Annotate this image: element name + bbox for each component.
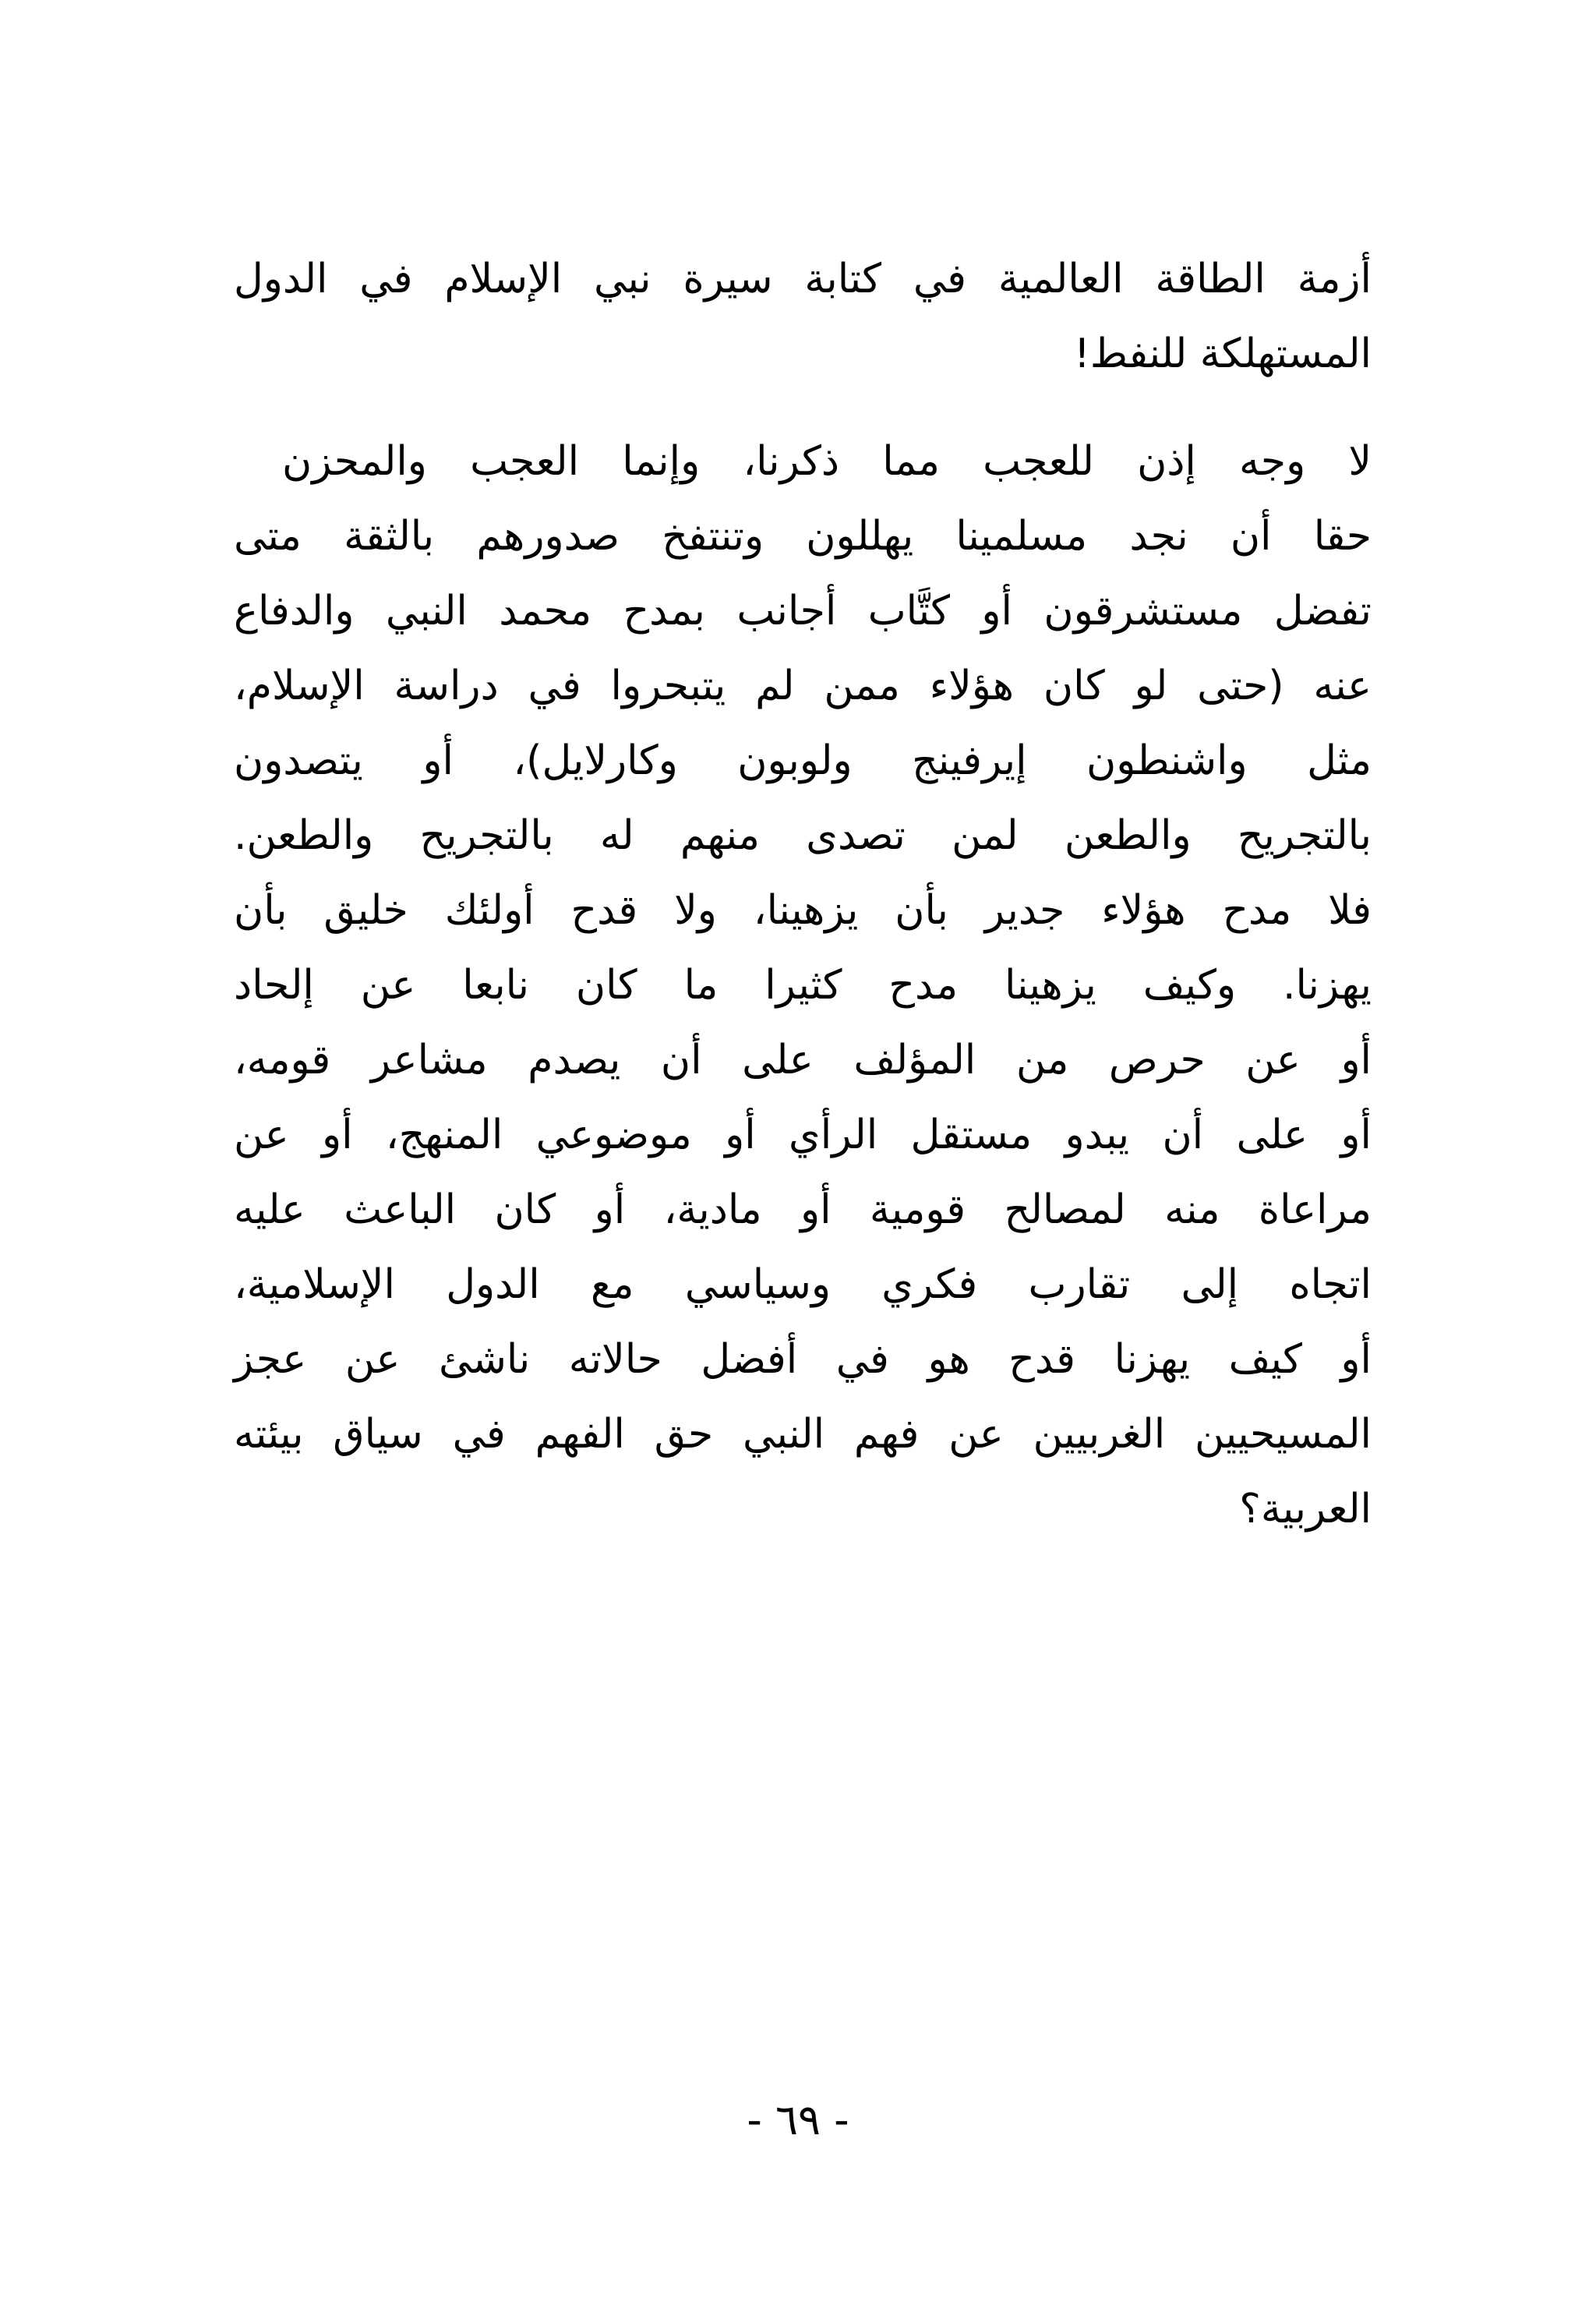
text-line: المستهلكة للنفط! (1073, 331, 1372, 377)
text-line: بالتجريح والطعن لمن تصدى منهم له بالتجريح والطعن. (234, 812, 1372, 859)
text-line: أو على أن يبدو مستقل الرأي أو موضوعي المنهج، أو عن (234, 1112, 1372, 1158)
text-line: فلا مدح هؤلاء جدير بأن يزهينا، ولا قدح أولئك خليق بأن (234, 887, 1372, 934)
text-line: تفضل مستشرقون أو كتَّاب أجانب بمدح محمد النبي والدفاع (234, 588, 1372, 635)
text-line: أو عن حرص من المؤلف على أن يصدم مشاعر قومه، (234, 1037, 1372, 1084)
text-line: العربية؟ (1239, 1486, 1372, 1533)
page-number: - ٦٩ - (747, 2095, 849, 2144)
text-line: مثل واشنطون إيرفينج ولوبون وكارلايل)، أو يتصدون (234, 737, 1372, 784)
text-line: عنه (حتى لو كان هؤلاء ممن لم يتبحروا في دراسة الإسلام، (234, 663, 1372, 709)
text-line: مراعاة منه لمصالح قومية أو مادية، أو كان الباعث عليه (234, 1186, 1372, 1233)
text-line: أزمة الطاقة العالمية في كتابة سيرة نبي الإسلام في الدول (234, 256, 1372, 302)
text-line: لا وجه إذن للعجب مما ذكرنا، وإنما العجب والمحزن (282, 438, 1372, 485)
text-line: المسيحيين الغربيين عن فهم النبي حق الفهم في سياق بيئته (234, 1411, 1372, 1458)
text-line: حقا أن نجد مسلمينا يهللون وتنتفخ صدورهم بالثقة متى (234, 513, 1372, 560)
text-line: يهزنا. وكيف يزهينا مدح كثيرا ما كان نابعا عن إلحاد (234, 962, 1372, 1009)
body-text (234, 242, 1372, 1801)
text-line: اتجاه إلى تقارب فكري وسياسي مع الدول الإسلامية، (234, 1261, 1372, 1308)
text-line: أو كيف يهزنا قدح هو في أفضل حالاته ناشئ عن عجز (234, 1336, 1372, 1383)
